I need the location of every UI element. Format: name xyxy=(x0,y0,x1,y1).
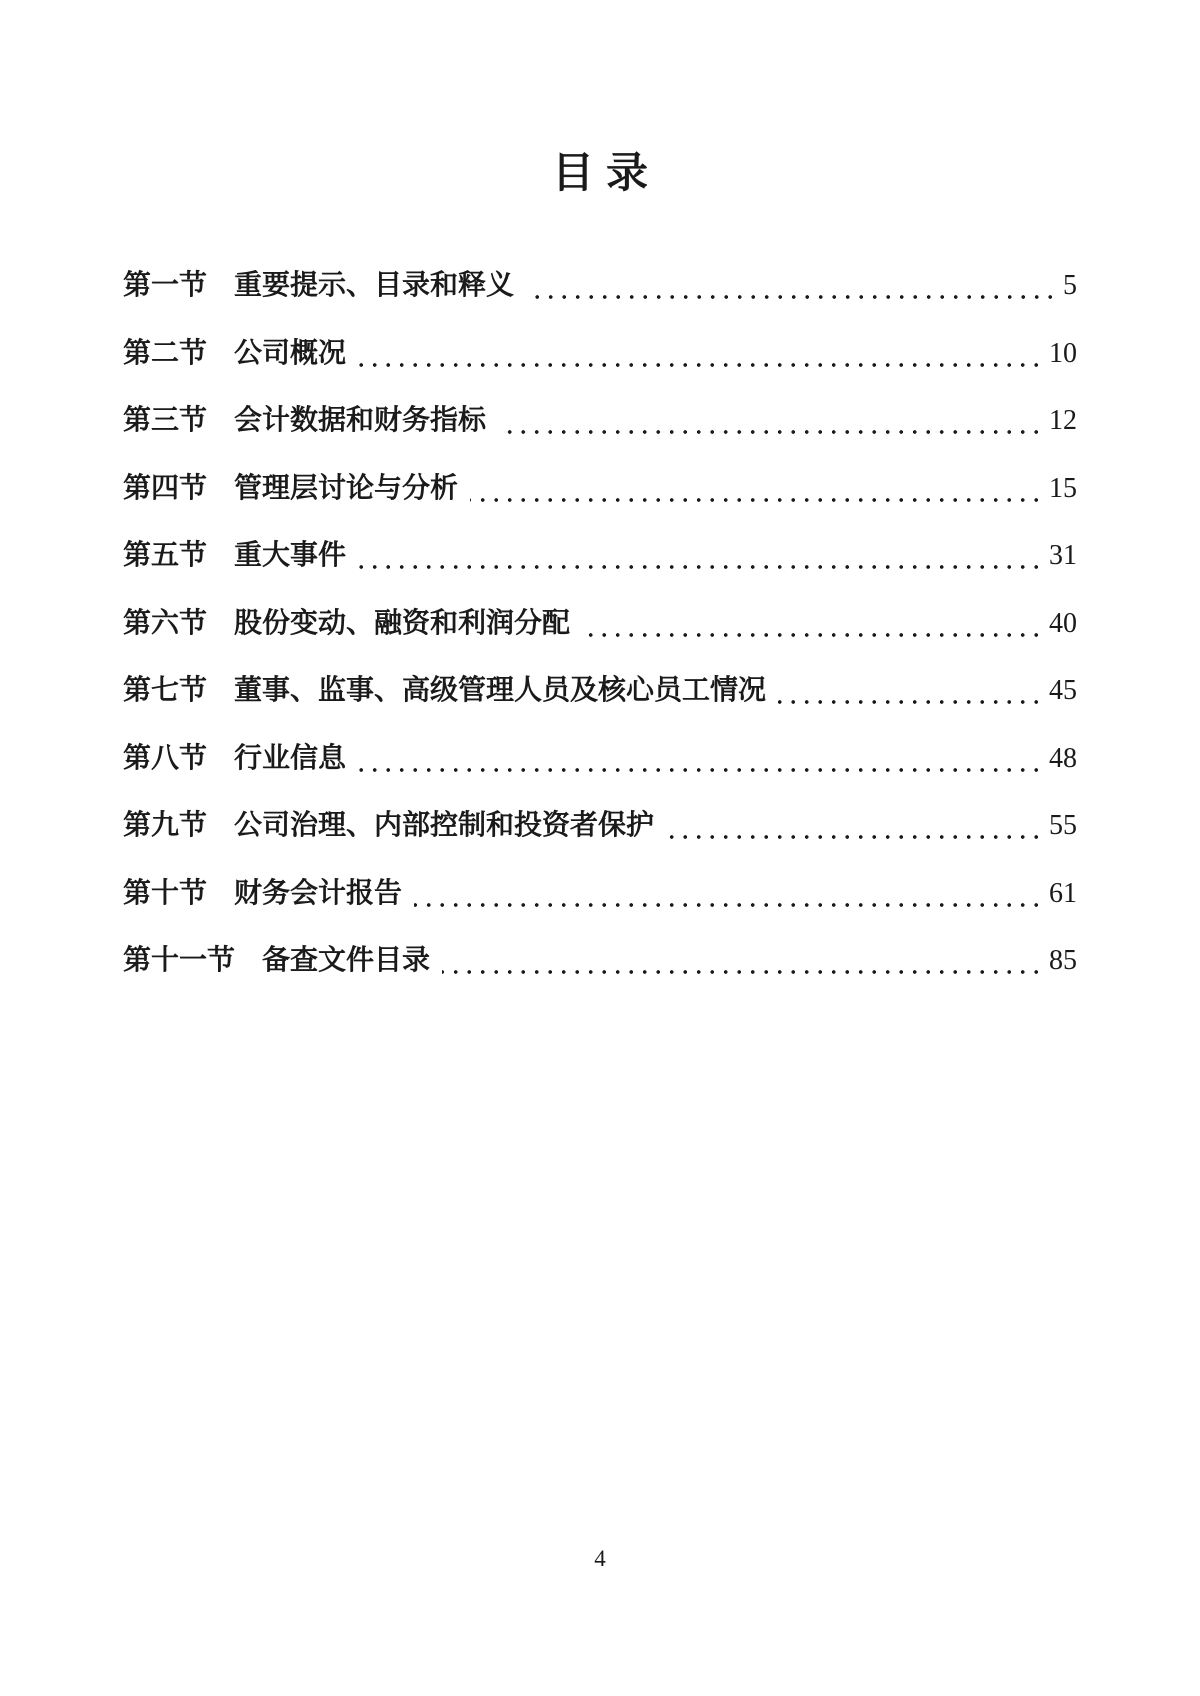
toc-entry-title: 会计数据和财务指标 xyxy=(234,405,487,436)
footer-page-number: 4 xyxy=(594,1546,606,1571)
toc-entry-title: 备查文件目录 xyxy=(262,945,431,976)
toc-entry-chapter: 第七节 xyxy=(123,675,208,706)
toc-entry-title: 重要提示、目录和释义 xyxy=(234,270,515,301)
toc-entry xyxy=(123,739,1077,779)
toc-entry-page: 55 xyxy=(1049,810,1077,841)
toc-entry xyxy=(123,874,1077,914)
toc-entry xyxy=(123,469,1077,509)
document-title: 目录 xyxy=(551,148,660,197)
toc-dot-leader-icon xyxy=(526,288,1057,300)
toc-entry-page: 48 xyxy=(1049,742,1077,774)
toc-dot-leader-icon xyxy=(414,896,1043,908)
toc-entry xyxy=(123,806,1077,846)
toc-entry xyxy=(123,401,1077,441)
toc-entry-title: 董事、监事、高级管理人员及核心员工情况 xyxy=(234,675,767,706)
toc-entry-chapter: 第十一节 xyxy=(123,945,236,976)
toc-entry-title: 管理层讨论与分析 xyxy=(234,472,459,504)
toc-entry-page: 5 xyxy=(1063,270,1077,301)
toc-entry-chapter: 第六节 xyxy=(123,607,208,639)
toc-entry-page: 45 xyxy=(1049,675,1077,706)
toc-entry-title: 公司概况 xyxy=(234,337,347,369)
toc-entry-title: 财务会计报告 xyxy=(234,877,403,909)
toc-entry xyxy=(123,536,1077,576)
toc-entry-page: 12 xyxy=(1049,405,1077,436)
toc-entry-chapter: 第九节 xyxy=(123,810,208,841)
toc-dot-leader-icon xyxy=(358,356,1043,368)
toc-entry-page: 40 xyxy=(1049,607,1077,639)
toc-entry-page: 15 xyxy=(1049,472,1077,504)
toc-entry-title: 股份变动、融资和利润分配 xyxy=(234,607,571,639)
toc-dot-leader-icon xyxy=(778,693,1043,705)
toc-entry xyxy=(123,334,1077,374)
toc-entry-chapter: 第八节 xyxy=(123,742,208,774)
toc-entry xyxy=(123,941,1077,981)
toc-entry-page: 85 xyxy=(1049,945,1077,976)
toc-dot-leader-icon xyxy=(358,558,1043,570)
toc-list xyxy=(123,266,1077,981)
toc-entry xyxy=(123,604,1077,644)
toc-entry-chapter: 第一节 xyxy=(123,270,208,301)
toc-entry-chapter: 第三节 xyxy=(123,405,208,436)
toc-dot-leader-icon xyxy=(358,761,1043,773)
toc-entry-chapter: 第五节 xyxy=(123,540,208,571)
toc-dot-leader-icon xyxy=(666,828,1043,840)
toc-dot-leader-icon xyxy=(582,626,1043,638)
toc-entry-page: 10 xyxy=(1049,337,1077,369)
toc-entry-chapter: 第二节 xyxy=(123,337,208,369)
toc-entry-title: 行业信息 xyxy=(234,742,347,774)
toc-entry-page: 61 xyxy=(1049,877,1077,909)
toc-entry xyxy=(123,266,1077,306)
toc-entry-chapter: 第四节 xyxy=(123,472,208,504)
toc-entry-chapter: 第十节 xyxy=(123,877,208,909)
toc-entry-title: 重大事件 xyxy=(234,540,347,571)
toc-entry xyxy=(123,671,1077,711)
toc-dot-leader-icon xyxy=(498,423,1043,435)
toc-dot-leader-icon xyxy=(442,963,1043,975)
toc-dot-leader-icon xyxy=(470,491,1043,503)
toc-entry-page: 31 xyxy=(1049,540,1077,571)
toc-entry-title: 公司治理、内部控制和投资者保护 xyxy=(234,810,655,841)
